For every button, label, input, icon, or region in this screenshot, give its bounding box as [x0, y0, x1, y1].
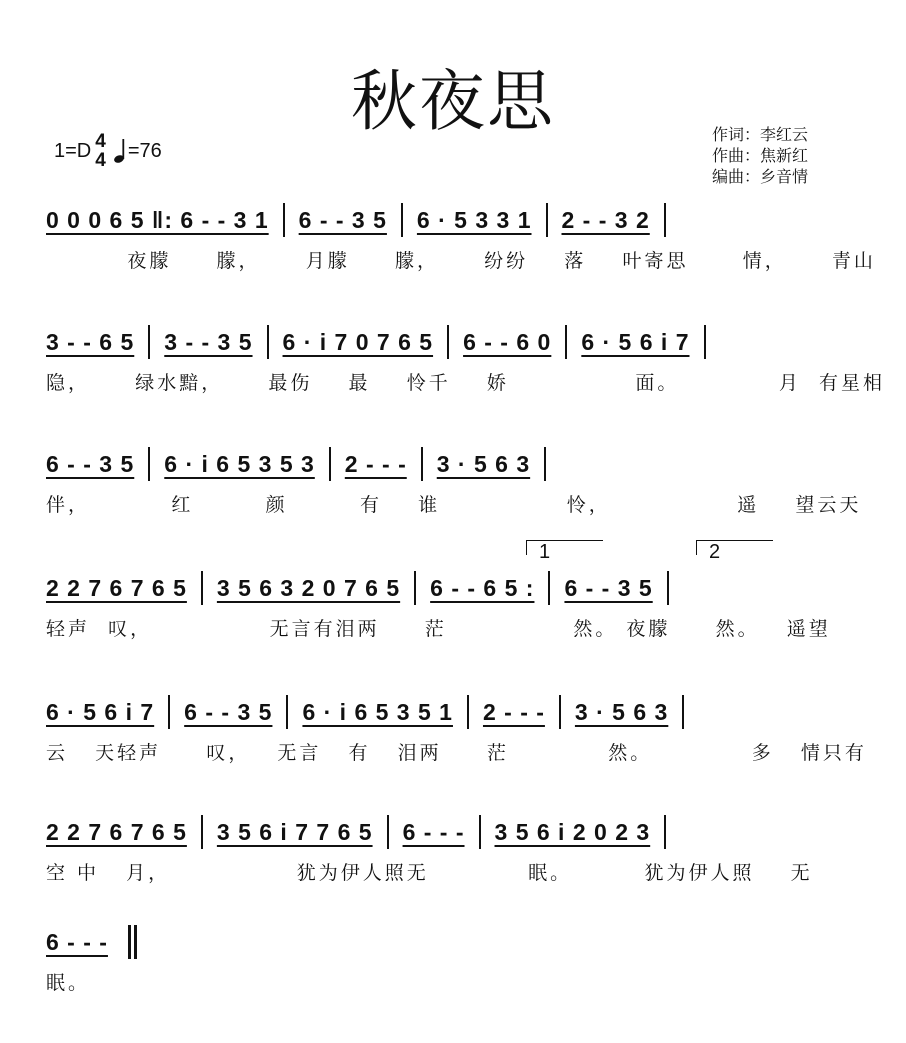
- bar-line: [544, 447, 546, 481]
- measure: 2 - - 3 2: [561, 206, 650, 233]
- bar-line: [664, 815, 666, 849]
- bar-line: [387, 815, 389, 849]
- bar-line: [664, 203, 666, 237]
- measure: 6 - - -: [46, 928, 108, 955]
- measure: 2 - - -: [482, 698, 545, 725]
- bar-line: [565, 325, 567, 359]
- bar-line: [401, 203, 403, 237]
- measure: 3 5 6 3 2 0 7 6 5: [216, 574, 401, 601]
- measure: 0 0 0 6 5 ‖: 6 - - 3 1: [46, 206, 269, 233]
- measure: 6 · i 6 5 3 5 3: [164, 450, 315, 477]
- notation-row: [46, 200, 868, 240]
- bar-line: [286, 695, 288, 729]
- bar-line: [283, 203, 285, 237]
- measure: 6 - - 6 5 :: [430, 574, 535, 601]
- measure: 3 - - 6 5: [46, 328, 135, 355]
- measure: 6 - - -: [402, 818, 465, 845]
- tempo-label: =76: [127, 139, 162, 162]
- bar-line: [467, 695, 469, 729]
- lyrics-row: 夜朦 朦， 月朦 朦， 纷纷 落 叶寄思 情， 青山: [46, 250, 876, 272]
- measure: 6 - - 3 5: [298, 206, 387, 233]
- measure: 3 - - 3 5: [164, 328, 253, 355]
- bar-line: [267, 325, 269, 359]
- measure: 3 5 6 i 7 7 6 5: [216, 818, 373, 845]
- song-title: 秋夜思: [351, 63, 555, 140]
- lyrics-row: 云 天轻声 叹， 无言 有 泪两 茫 然。 多 情只有: [46, 742, 867, 764]
- composer: 作曲：焦新红: [712, 146, 809, 165]
- bar-line: [201, 571, 203, 605]
- final-bar-line: [128, 925, 131, 959]
- credits: [712, 124, 808, 187]
- measure: 2 2 7 6 7 6 5: [46, 818, 187, 845]
- lyrics-row: 眠。: [46, 972, 91, 994]
- quarter-note-icon: [114, 138, 126, 164]
- measure: 6 · i 6 5 3 5 1: [302, 698, 453, 725]
- lyrics-row: 轻声 叹， 无言有泪两 茫 然。 夜朦 然。 遥望: [46, 618, 831, 640]
- bar-line: [421, 447, 423, 481]
- arranger: 编曲：乡音情: [712, 167, 809, 186]
- bar-line: [559, 695, 561, 729]
- measure: 6 · 5 6 i 7: [46, 698, 155, 725]
- measure: 6 - - 3 5: [46, 450, 135, 477]
- notation-row: [46, 692, 868, 732]
- bar-line: [168, 695, 170, 729]
- bar-line: [682, 695, 684, 729]
- notation-row: [46, 922, 868, 962]
- notation-row: [46, 322, 868, 362]
- lyricist: 作词：李红云: [712, 125, 809, 144]
- lyrics-row: 隐， 绿水黯， 最伤 最 怜千 娇 面。 月 有星相: [46, 372, 885, 394]
- bar-line: [704, 325, 706, 359]
- measure: 6 - - 3 5: [184, 698, 273, 725]
- bar-line: [667, 571, 669, 605]
- bar-line: [546, 203, 548, 237]
- lyrics-row: 伴， 红 颜 有 谁 怜， 遥 望云天: [46, 494, 862, 516]
- notation-row: [46, 568, 868, 608]
- measure: 3 · 5 6 3: [436, 450, 531, 477]
- key-signature: [54, 132, 162, 170]
- bar-line: [414, 571, 416, 605]
- measure: 6 · 5 6 i 7: [581, 328, 690, 355]
- measure: 3 5 6 i 2 0 2 3: [494, 818, 651, 845]
- measure: 6 · 5 3 3 1: [416, 206, 532, 233]
- time-signature: 4 4: [95, 131, 106, 171]
- bar-line: [148, 325, 150, 359]
- key-label: 1=D: [54, 139, 92, 162]
- volta-bracket: 1: [526, 540, 603, 555]
- measure: 3 · 5 6 3: [574, 698, 669, 725]
- volta-bracket: 2: [696, 540, 773, 555]
- measure: 6 - - 3 5: [564, 574, 653, 601]
- lyrics-row: 空 中 月， 犹为伊人照无 眠。 犹为伊人照 无: [46, 862, 813, 884]
- bar-line: [329, 447, 331, 481]
- bar-line: [201, 815, 203, 849]
- measure: 2 - - -: [344, 450, 407, 477]
- bar-line: [479, 815, 481, 849]
- bar-line: [148, 447, 150, 481]
- measure: 6 · i 7 0 7 6 5: [282, 328, 434, 355]
- bar-line: [548, 571, 550, 605]
- notation-row: [46, 812, 868, 852]
- notation-row: [46, 444, 868, 484]
- measure: 2 2 7 6 7 6 5: [46, 574, 187, 601]
- bar-line: [447, 325, 449, 359]
- measure: 6 - - 6 0: [463, 328, 552, 355]
